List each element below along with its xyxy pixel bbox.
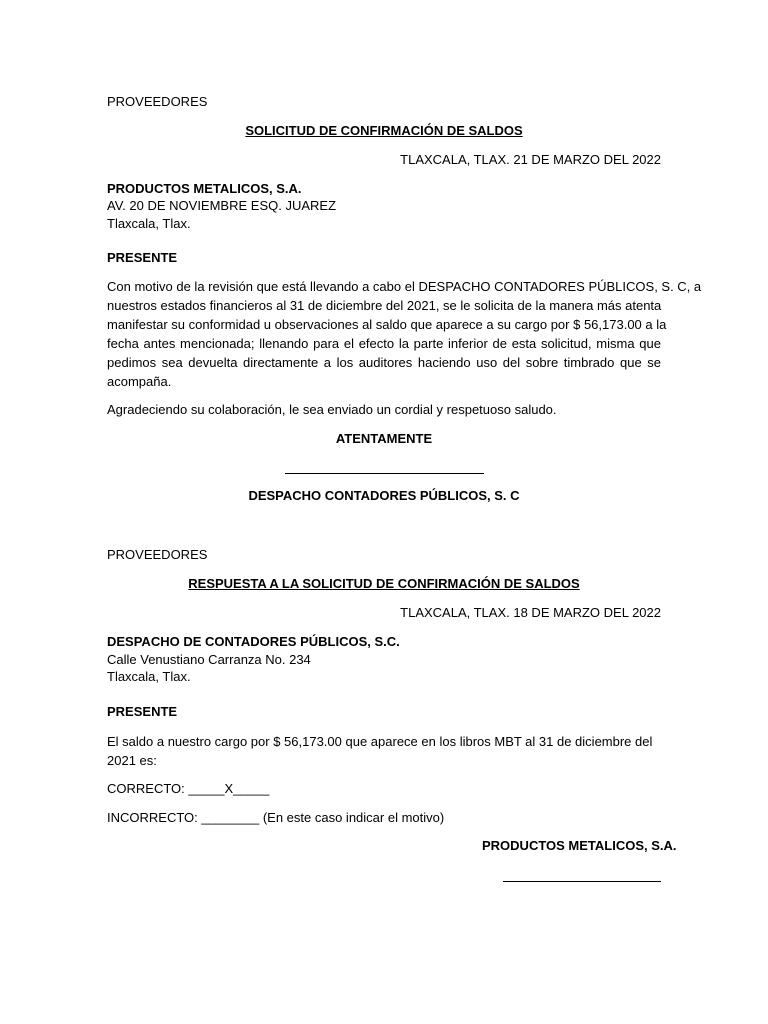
request-sign-off: ATENTAMENTE <box>335 431 433 446</box>
request-closing-text: Agradeciendo su colaboración, le sea enviado un cordial y respetuoso saludo. <box>107 402 557 417</box>
request-body-line: nuestros estados financieros al 31 de diciembre del 2021, se le solicita de la manera más atenta <box>107 298 662 313</box>
request-body-line: pedimos sea devuelta directamente a los auditores haciendo uso del sobre timbrado que se <box>107 355 661 370</box>
request-body-line: fecha antes mencionada; llenando para el efecto la parte inferior de esta solicitud, misma que <box>107 336 661 351</box>
request-title: SOLICITUD DE CONFIRMACIÓN DE SALDOS <box>245 123 523 138</box>
response-signatory: PRODUCTOS METALICOS, S.A. <box>482 838 677 853</box>
response-greeting: PRESENTE <box>107 704 178 719</box>
response-recipient-group: PROVEEDORES <box>107 547 208 562</box>
correct-field[interactable]: CORRECTO: _____X_____ <box>107 781 270 796</box>
request-body <box>107 277 702 391</box>
response-place-date: TLAXCALA, TLAX. 18 DE MARZO DEL 2022 <box>400 605 661 620</box>
response-title: RESPUESTA A LA SOLICITUD DE CONFIRMACIÓN DE SALDOS <box>188 576 580 591</box>
response-addressee-name: DESPACHO DE CONTADORES PÚBLICOS, S.C. <box>107 634 400 649</box>
response-addressee-city: Tlaxcala, Tlax. <box>107 669 191 684</box>
request-signatory: DESPACHO CONTADORES PÚBLICOS, S. C <box>248 488 520 503</box>
request-body-line: Con motivo de la revisión que está llevando a cabo el DESPACHO CONTADORES PÚBLICOS, S. C, a <box>107 279 702 294</box>
response-addressee-address: Calle Venustiano Carranza No. 234 <box>107 652 311 667</box>
request-addressee-city: Tlaxcala, Tlax. <box>107 216 191 231</box>
response-body-line: 2021 es: <box>107 753 157 768</box>
request-body-line: manifestar su conformidad u observaciones al saldo que aparece a su cargo por $ 56,173.00 a la <box>107 317 667 332</box>
response-body <box>107 732 661 770</box>
request-place-date: TLAXCALA, TLAX. 21 DE MARZO DEL 2022 <box>400 152 661 167</box>
request-recipient-group: PROVEEDORES <box>107 94 208 109</box>
request-addressee-name: PRODUCTOS METALICOS, S.A. <box>107 181 302 196</box>
response-body-line: El saldo a nuestro cargo por $ 56,173.00 que aparece en los libros MBT al 31 de diciembre del <box>107 734 653 749</box>
request-addressee-address: AV. 20 DE NOVIEMBRE ESQ. JUAREZ <box>107 198 337 213</box>
incorrect-field[interactable]: INCORRECTO: ________ (En este caso indicar el motivo) <box>107 810 445 825</box>
response-signature-line <box>503 881 661 882</box>
request-signature-line <box>285 473 484 474</box>
request-body-line: acompaña. <box>107 374 172 389</box>
request-greeting: PRESENTE <box>107 250 178 265</box>
